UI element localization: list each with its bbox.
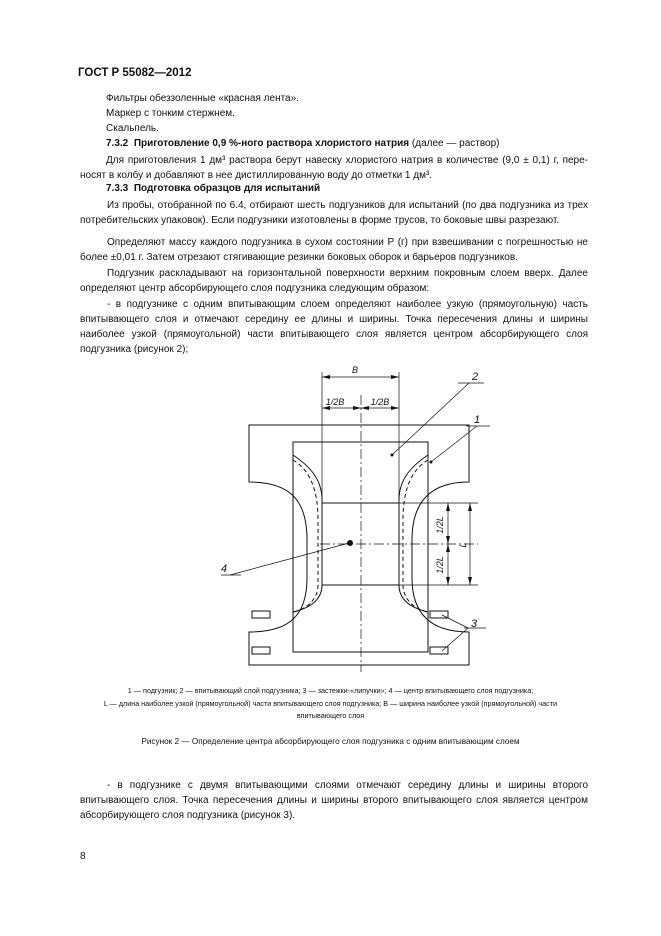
absorbent-layer-inner bbox=[293, 460, 318, 612]
fastener bbox=[252, 611, 270, 618]
center-point bbox=[347, 540, 353, 546]
paragraph: Из пробы, отобранной по 6.4, отбирают шесть подгузников для испытаний (по два подгузника из трех потребительских упаковок). Если подгузники изготовлены в форме трусов, то боковые швы разрезают. bbox=[80, 200, 588, 226]
leader-1 bbox=[431, 426, 477, 462]
section-number: 7.3.3 bbox=[106, 183, 129, 194]
diaper-outline bbox=[249, 425, 469, 665]
label-half-l-bottom: 1/2L bbox=[435, 556, 445, 574]
section-title: Подготовка образцов для испытаний bbox=[133, 183, 321, 194]
label-half-l-top: 1/2L bbox=[435, 516, 445, 534]
figure-legend-line: 1 — подгузник; 2 — впитывающий слой подгузника; 3 — застежки-«липучки»; 4 — центр впитывающего слоя подгузника; bbox=[127, 686, 534, 695]
list-item: Скальпель. bbox=[106, 123, 159, 134]
leader-4 bbox=[230, 543, 349, 575]
page-number: 8 bbox=[80, 851, 86, 862]
paragraph: Подгузник раскладывают на горизонтальной поверхности верхним покровным слоем вверх. Далее определяют центр абсорбирующего слоя подгузника следующим образом: bbox=[80, 268, 588, 294]
section-title-suffix: (далее — раствор) bbox=[409, 138, 500, 149]
section-number: 7.3.2 bbox=[106, 138, 129, 149]
paragraph-line: Для приготовления 1 дм³ раствора берут навеску хлористого натрия в количестве (9,0 ± 0,1) г, пере- bbox=[106, 155, 588, 166]
list-item: Фильтры обеззоленные «красная лента». bbox=[106, 93, 299, 104]
paragraph-line: носят в колбу и добавляют в нее дистиллированную воду до отметки 1 дм³. bbox=[80, 170, 433, 181]
leader-3a bbox=[442, 615, 468, 628]
leader-2 bbox=[392, 383, 469, 455]
label-2: 2 bbox=[472, 371, 479, 383]
document-header: ГОСТ Р 55082—2012 bbox=[78, 67, 192, 79]
figure-legend-line: впитывающего слоя bbox=[296, 711, 365, 720]
paragraph: Определяют массу каждого подгузника в сухом состоянии P (г) при взвешивании с погрешностью не более ±0,01 г. Затем отрезают стягивающие резинки боковых оборок и барьеров подгузников. bbox=[80, 237, 588, 263]
label-b: B bbox=[351, 365, 359, 375]
label-4: 4 bbox=[221, 563, 228, 575]
figure-caption: Рисунок 2 — Определение центра абсорбирующего слоя подгузника с одним впитывающим слоем bbox=[141, 737, 520, 746]
label-half-b-right: 1/2B bbox=[370, 397, 390, 407]
paragraph: - в подгузнике с одним впитывающим слоем определяют наиболее узкую (прямоугольную) часть впитывающего слоя и отмечают середину ее длины и ширины. Точка пересечения длины и ширины наиболее узкой (прямоугольной) части впитывающего слоя является центром абсорбирующего слоя подгузника (рисунок 2); bbox=[80, 299, 588, 355]
label-1: 1 bbox=[474, 414, 481, 426]
paragraph: - в подгузнике с двумя впитывающими слоями отмечают середину длины и ширины второго впитывающего слоя. Точка пересечения длины и ширины второго впитывающего слоя является центром абсорбирующего слоя подгузника (рисунок 3). bbox=[80, 780, 588, 821]
label-half-b-left: 1/2B bbox=[325, 397, 345, 407]
list-item: Маркер с тонким стержнем. bbox=[106, 108, 235, 119]
label-l: L bbox=[458, 542, 468, 548]
section-title: Приготовление 0,9 %-ного раствора хлористого натрия bbox=[133, 138, 410, 149]
fastener bbox=[252, 647, 270, 654]
label-3: 3 bbox=[471, 618, 478, 630]
figure-legend-line: L — длина наиболее узкой (прямоугольной) части впитывающего слоя подгузника; B — ширина наиболее узкой (прямоугольной) части bbox=[103, 699, 558, 708]
